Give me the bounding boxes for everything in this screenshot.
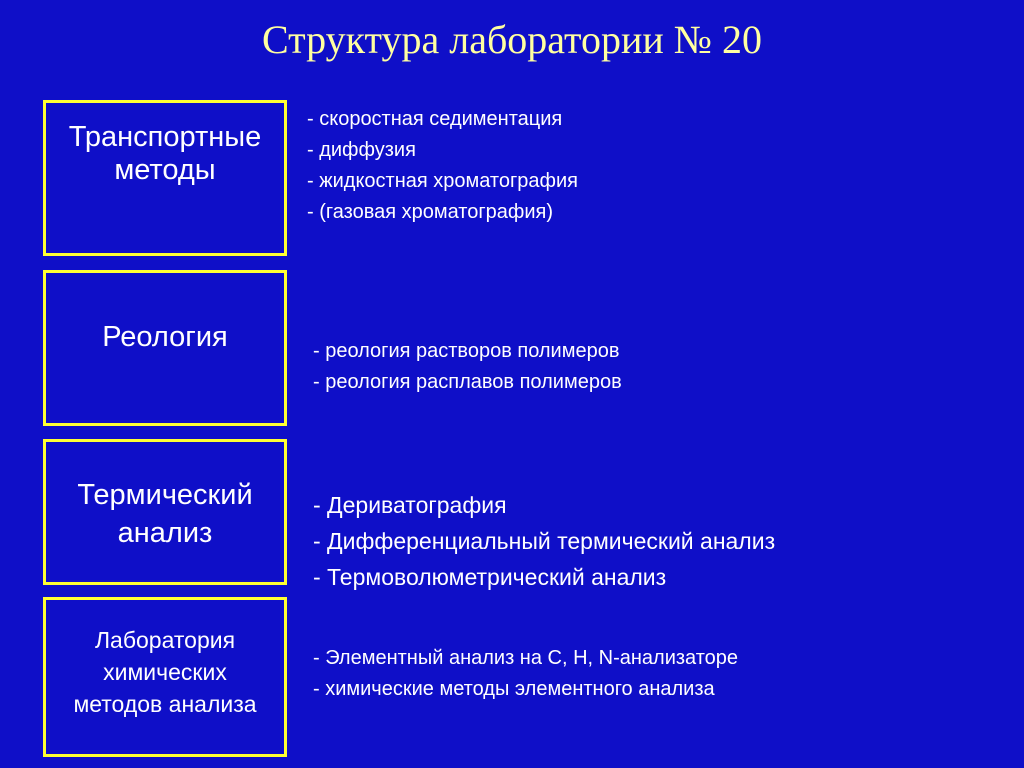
list-item: - реология расплавов полимеров <box>313 371 622 393</box>
box-label-line: анализ <box>117 517 213 549</box>
box-label-line: Лаборатория <box>94 627 236 653</box>
list-item: - Дифференциальный термический анализ <box>313 528 776 554</box>
list-item: - скоростная седиментация <box>307 108 563 130</box>
list-item: - (газовая хроматография) <box>307 201 554 223</box>
list-item: - реология растворов полимеров <box>313 340 620 362</box>
list-transport-methods <box>307 104 578 228</box>
list-item: - Элементный анализ на С, Н, N-анализаторе <box>313 647 739 669</box>
list-chemical-methods-lab <box>313 643 738 705</box>
box-label-line: Реология <box>102 321 228 353</box>
list-item: - Дериватография <box>313 492 507 518</box>
box-label-thermal-analysis <box>46 476 284 552</box>
box-label-line: Термический <box>77 479 253 511</box>
box-label-rheology <box>46 321 284 354</box>
list-item: - Термоволюметрический анализ <box>313 564 667 590</box>
list-item: - жидкостная хроматография <box>307 170 578 192</box>
list-rheology <box>313 336 622 398</box>
slide-title: Структура лаборатории № 20 <box>262 17 762 62</box>
box-thermal-analysis <box>43 439 287 585</box>
box-label-transport-methods <box>46 121 284 187</box>
list-item: - диффузия <box>307 139 416 161</box>
box-chemical-methods-lab <box>43 597 287 757</box>
box-label-line: методов анализа <box>73 691 257 717</box>
list-thermal-analysis <box>313 487 775 595</box>
box-label-chemical-methods-lab <box>46 624 284 720</box>
box-label-line: Транспортные <box>68 121 262 153</box>
box-transport-methods <box>43 100 287 256</box>
box-label-line: химических <box>103 659 227 685</box>
box-label-line: методы <box>114 154 216 186</box>
box-rheology <box>43 270 287 426</box>
list-item: - химические методы элементного анализа <box>313 678 715 700</box>
